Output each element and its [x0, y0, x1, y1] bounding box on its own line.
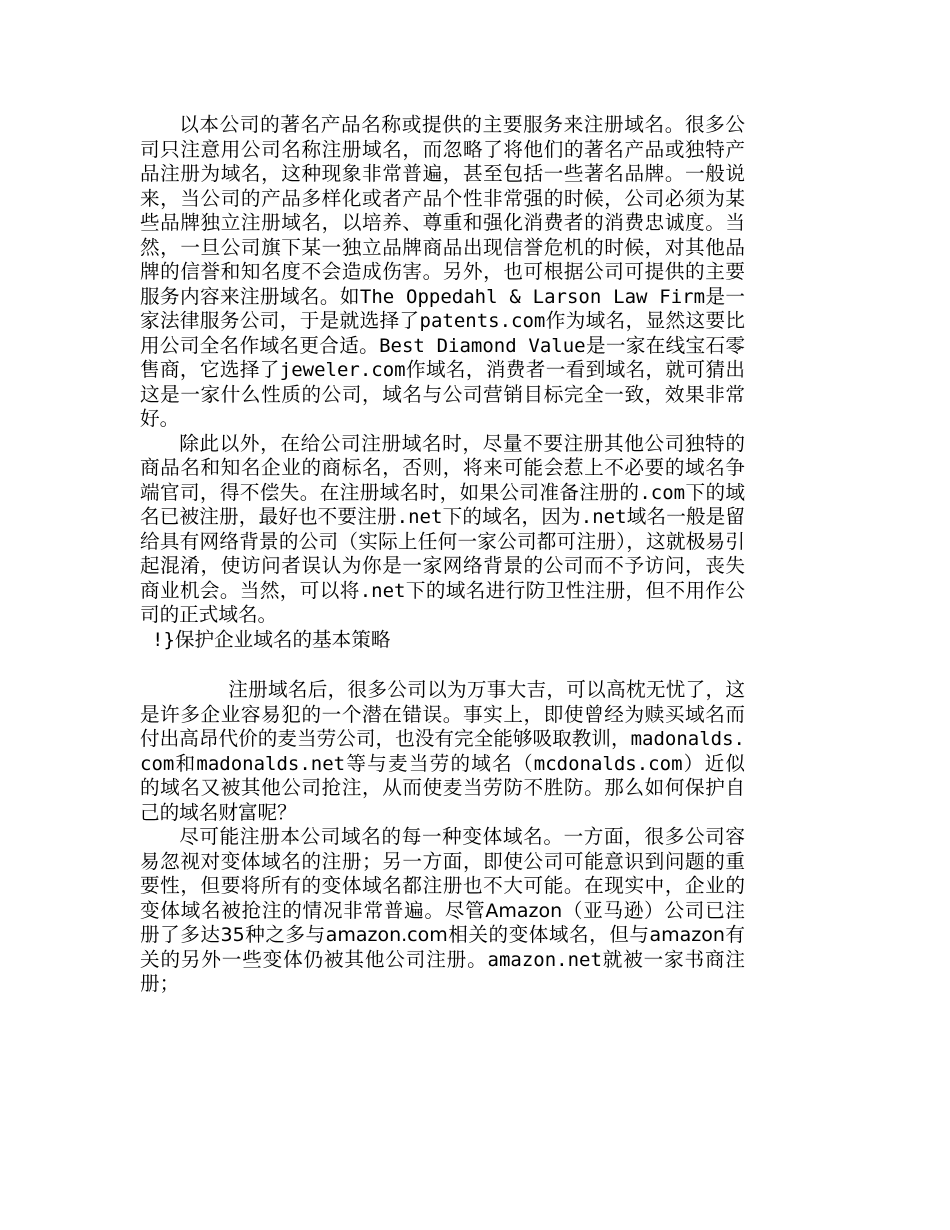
text-run: 有关的另外一些变体仍被其他公司注册。 — [140, 923, 746, 971]
paragraph-domain-by-product — [140, 113, 745, 432]
tld-example: .com — [639, 481, 686, 504]
text-run: 注册域名后，很多公司以为万事大吉，可以高枕无忧了，这是许多企业容易犯的一个潜在错误。事实上，即使曾经为赎买域名而付出高昂代价的麦当劳公司，也没有完全能够吸取教训， — [140, 678, 745, 750]
domain-example: amazon.net — [487, 948, 602, 971]
document-page — [140, 113, 745, 997]
text-run: 除此以外，在给公司注册域名时，尽量不要注册其他公司独特的商品名和知名企业的商标名，否则，将来可能会惹上不必要的域名争端官司，得不偿失。在注册域名时，如果公司准备注册的 — [140, 431, 745, 504]
firm-name: The Oppedahl & Larson Law Firm — [359, 285, 706, 308]
domain-example: amazon.com — [325, 924, 448, 946]
firm-name: Best Diamond Value — [379, 334, 586, 357]
tld-example: .net — [580, 506, 627, 528]
text-run: ）近似的域名又被其他公司抢注，从而使麦当劳防不胜防。那么如何保护自己的域名财富呢？ — [140, 751, 745, 824]
paragraph-variant-domains — [140, 825, 745, 997]
text-run: 下的域名进行防卫性注册，但不用作公司的正式域名。 — [140, 578, 746, 626]
text-run: 尽可能注册本公司域名的每一种变体域名。一方面，很多公司容易忽视对变体域名的注册；另一方面，即使公司可能意识到问题的重要性，但要将所有的变体域名都注册也不大可能。在现实中，企业的变体域名被抢注的情况非常普遍。尽管 — [140, 825, 745, 922]
text-run: 域名一般是留给具有网络背景的公司（实际上任何一家公司都可注册），这就极易引起混淆，使访问者误认为你是一家网络背景的公司而不予访问，丧失商业机会。当然，可以将 — [140, 505, 746, 602]
paragraph-protect-domain — [140, 678, 745, 825]
paragraph-avoid-trademarks — [140, 432, 745, 628]
text-run: 就被一家书商注册； — [140, 947, 746, 995]
count-number: 35 — [220, 924, 245, 946]
section-heading — [140, 628, 745, 653]
text-run: 是一家法律服务公司，于是就选择了 — [140, 284, 746, 332]
text-run: 下的域名已被注册，最好也不要注册 — [140, 480, 746, 528]
text-run: 和 — [174, 751, 197, 775]
text-run: （亚马逊）公司已注册了多达 — [140, 898, 746, 946]
domain-example: jeweler.com — [279, 359, 406, 381]
company-name: Amazon — [485, 899, 563, 922]
company-name: amazon — [649, 924, 725, 946]
tld-example: .net — [359, 579, 406, 602]
text-run: 种之多与 — [244, 923, 326, 946]
heading-mark: !} — [152, 628, 175, 651]
text-run: 是一家在线宝石零售商，它选择了 — [140, 333, 745, 381]
domain-example: madonalds.com — [140, 728, 745, 775]
domain-example: madonalds.net — [196, 752, 346, 775]
domain-example: patents.com — [419, 310, 546, 332]
domain-example: mcdonalds.com — [533, 752, 683, 775]
text-run: 相关的变体域名，但与 — [447, 923, 650, 946]
text-run: 下的域名，因为 — [442, 505, 581, 528]
text-run: 作域名，消费者一看到域名，就可猜出这是一家什么性质的公司，域名与公司营销目标完全一致，效果非常好。 — [140, 358, 746, 430]
text-run: 以本公司的著名产品名称或提供的主要服务来注册域名。很多公司只注意用公司名称注册域名，而忽略了将他们的著名产品或独特产品注册为域名，这种现象非常普遍，甚至包括一些著名品牌。一般说来，当公司的产品多样化或者产品个性非常强的时候，公司必须为某些品牌独立注册域名，以培养、尊重和强化消费者的消费忠诚度。当然，一旦公司旗下某一独立品牌商品出现信誉危机的时候，对其他品牌的信誉和知名度不会造成伤害。另外，也可根据公司可提供的主要服务内容来注册域名。如 — [140, 113, 745, 308]
tld-example: .net — [396, 506, 443, 528]
text-run: 作为域名，显然这要比用公司全名作域名更合适。 — [140, 309, 746, 357]
heading-text: 保护企业域名的基本策略 — [174, 627, 391, 651]
text-run: 等与麦当劳的域名（ — [345, 751, 534, 775]
